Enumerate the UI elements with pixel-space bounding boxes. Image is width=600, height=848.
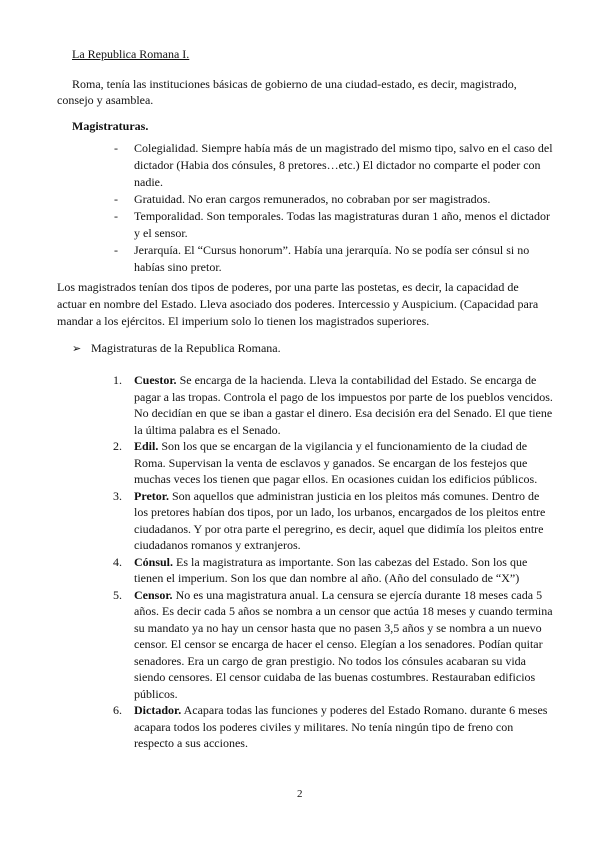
list-item-text: Temporalidad. Son temporales. Todas las magistraturas duran 1 año, menos el dictador y el sensor.: [134, 209, 550, 240]
list-number: 1.: [113, 373, 122, 387]
office-name: Dictador.: [134, 703, 182, 717]
list-number: 3.: [113, 488, 122, 503]
list-number: 4.: [113, 554, 122, 569]
list-item-text: Jerarquía. El “Cursus honorum”. Había una jerarquía. No se podía ser cónsul si no habías sino pretor.: [134, 243, 530, 274]
section-title-magistraturas: Magistraturas.: [72, 119, 149, 133]
office-description: Acapara todas las funciones y poderes del Estado Romano. durante 6 meses acapara todos los poderes civiles y militares. No tenía ningún tipo de freno con respecto a sus acciones.: [134, 703, 548, 750]
list-item-text: Colegialidad. Siempre había más de un magistrado del mismo tipo, salvo en el caso del dictador (Habia dos cónsules, 8 pretores…etc.) El dictador no comparte el poder con nadie.: [134, 141, 553, 189]
offices-list: [113, 372, 553, 752]
list-item-consul: [113, 554, 553, 587]
office-description: Se encarga de la hacienda. Lleva la contabilidad del Estado. Se encarga de pagar a las tropas. Controla el pago de los impuestos por parte de los pueblos vencidos. No decidían en que se iban a gastar el dinero. Esa decisión era del Senado. El que tiene la última palabra es el Senado.: [134, 373, 553, 437]
dash-bullet: -: [114, 209, 118, 223]
subsection-heading-text: Magistraturas de la Republica Romana.: [91, 341, 281, 355]
office-description: Es la magistratura as importante. Son las cabezas del Estado. Son los que tienen el imperium. Son los que dan nombre al año. (Año del consulado de “X”): [134, 554, 528, 585]
arrow-bullet-icon: ➢: [72, 343, 82, 355]
dash-bullet: -: [114, 192, 118, 206]
list-item-pretor: [113, 488, 553, 554]
office-name: Cuestor.: [134, 373, 177, 387]
list-item: [114, 208, 554, 242]
dash-bullet: -: [114, 243, 118, 257]
list-number: 5.: [113, 587, 122, 602]
list-item: [114, 191, 554, 208]
office-description: No es una magistratura anual. La censura se ejercía durante 18 meses cada 5 años. Es decir cada 5 años se nombra a un censor que actúa 18 meses y cuando termina su mandato ya no hay un censor hasta que no pasen 3,5 años y se nombra a un nuevo censor. El censor se encarga de hacer el censo. Elegían a los senadores. Podían quitar senadores. Era un cargo de gran prestigio. No todos los cónsules acabaran su vida siendo censores. El censor cuidaba de las buenas costumbres. Restauraban edificios públicos.: [134, 587, 553, 701]
magistraturas-characteristics-list: [114, 140, 554, 276]
document-heading: La Republica Romana I.: [72, 47, 190, 61]
page-number: 2: [297, 788, 303, 800]
intro-paragraph: [57, 76, 542, 108]
list-item-cuestor: [113, 372, 553, 438]
office-name: Censor.: [134, 587, 173, 602]
office-name: Pretor.: [134, 488, 169, 503]
list-item-censor: [113, 587, 553, 703]
list-item-edil: [113, 438, 553, 488]
list-item-dictador: [113, 702, 553, 752]
office-name: Cónsul.: [134, 554, 174, 569]
list-number: 6.: [113, 703, 122, 717]
office-name: Edil.: [134, 439, 159, 453]
list-item-text: Gratuidad. No eran cargos remunerados, no cobraban por ser magistrados.: [134, 192, 491, 206]
dash-bullet: -: [114, 141, 118, 155]
list-item: [114, 242, 554, 276]
intro-line-1: Roma, tenía las instituciones básicas de gobierno de una ciudad-estado, es decir, magistrado,: [72, 77, 517, 91]
office-description: Son los que se encargan de la vigilancia y el funcionamiento de la ciudad de Roma. Supervisan la venta de esclavos y ganados. Se encargan de los festejos que muchas veces los tienen que pagar ellos. En ocasiones cuidan los edificios públicos.: [134, 439, 538, 486]
list-number: 2.: [113, 439, 122, 453]
intro-line-2: consejo y asamblea.: [57, 93, 154, 107]
subsection-heading: [72, 341, 281, 356]
powers-paragraph: Los magistrados tenían dos tipos de poderes, por una parte las postetas, es decir, la capacidad de actuar en nombre del Estado. Lleva asociado dos poderes. Intercessio y Auspicium. (Capacidad para mandar a los ejércitos. El imperium solo lo tienen los magistrados superiores.: [57, 280, 539, 328]
office-description: Son aquellos que administran justicia en los pleitos más comunes. Dentro de los pretores habían dos tipos, por un lado, los urbanos, encargados de los pleitos entre ciudadanos. Y por otra parte el peregrino, es decir, aquel que didimía los pleitos entre ciudadanos romanos y extranjeros.: [134, 488, 546, 552]
list-item: [114, 140, 554, 191]
